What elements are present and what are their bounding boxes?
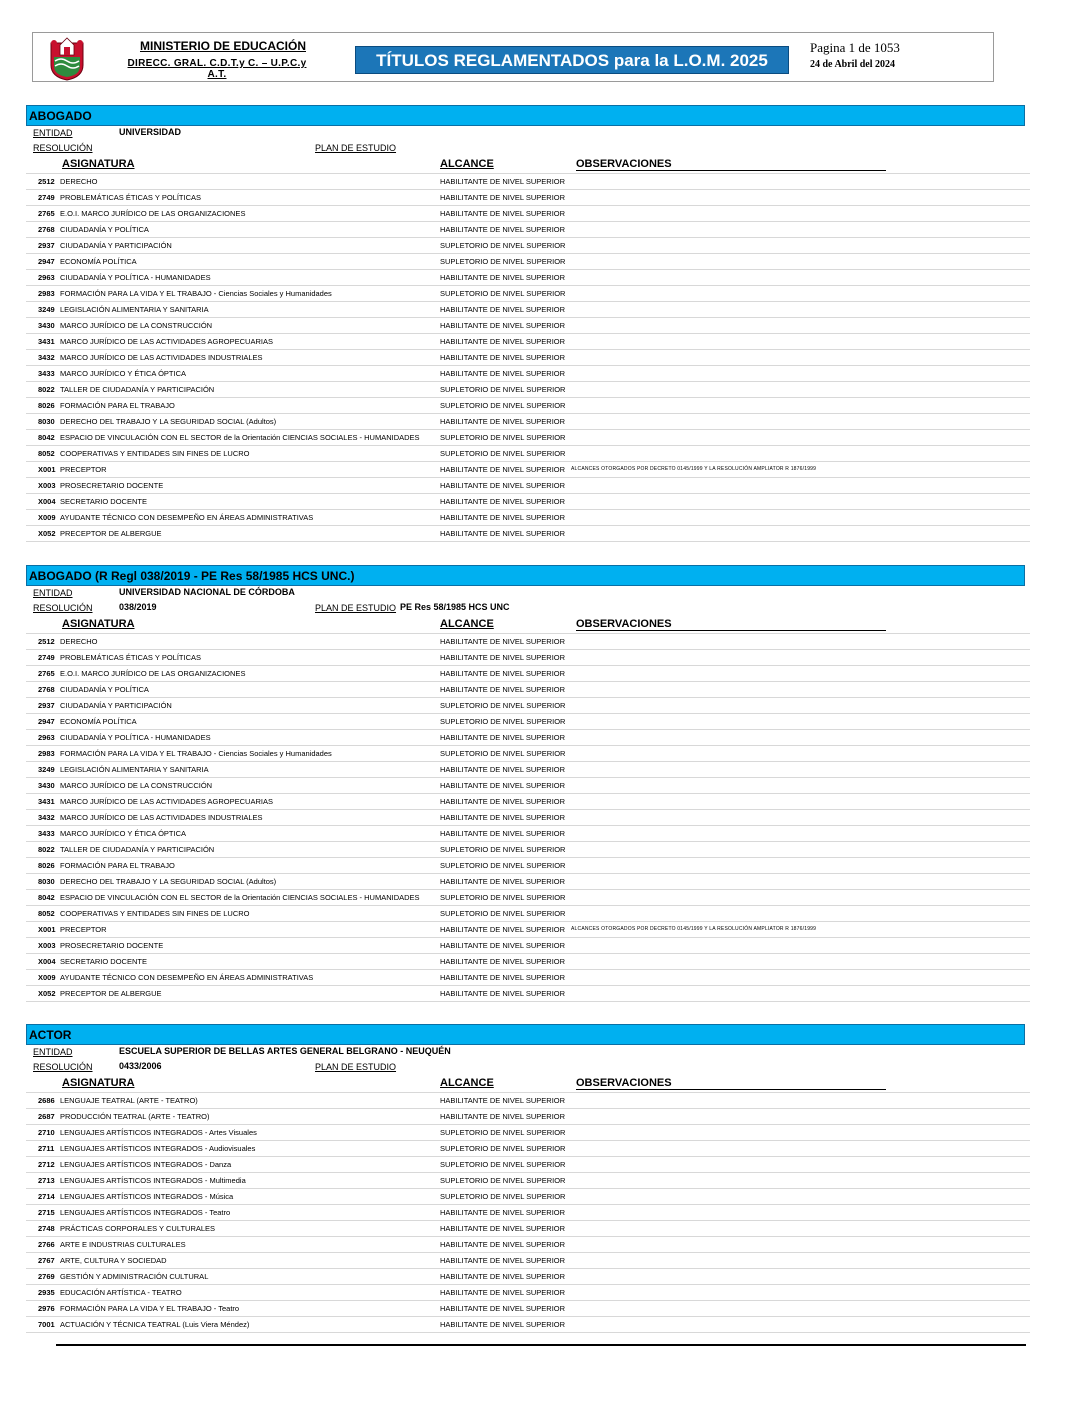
- subject-code: 8052: [38, 449, 55, 458]
- column-header-observaciones: OBSERVACIONES: [576, 158, 886, 171]
- subject-alcance: HABILITANTE DE NIVEL SUPERIOR: [440, 797, 566, 806]
- study-plan-label: PLAN DE ESTUDIO: [315, 603, 397, 613]
- subject-alcance: HABILITANTE DE NIVEL SUPERIOR: [440, 529, 566, 538]
- subject-alcance: HABILITANTE DE NIVEL SUPERIOR: [440, 925, 566, 934]
- subject-alcance: SUPLETORIO DE NIVEL SUPERIOR: [440, 861, 566, 870]
- subject-row: [26, 650, 1030, 666]
- subject-alcance: SUPLETORIO DE NIVEL SUPERIOR: [440, 385, 566, 394]
- subject-code: 3430: [38, 321, 55, 330]
- subject-name: MARCO JURÍDICO DE LA CONSTRUCCIÓN: [60, 321, 213, 330]
- entity-label: ENTIDAD: [33, 588, 73, 598]
- subject-code: 2983: [38, 749, 55, 758]
- subject-name: LENGUAJES ARTÍSTICOS INTEGRADOS - Música: [60, 1192, 234, 1201]
- subject-alcance: HABILITANTE DE NIVEL SUPERIOR: [440, 465, 566, 474]
- entity-value: UNIVERSIDAD NACIONAL DE CÓRDOBA: [119, 587, 295, 597]
- subject-row: [26, 478, 1030, 494]
- subject-name: MARCO JURÍDICO DE LAS ACTIVIDADES INDUSTRIALES: [60, 353, 263, 362]
- subject-alcance: SUPLETORIO DE NIVEL SUPERIOR: [440, 257, 566, 266]
- subject-alcance: SUPLETORIO DE NIVEL SUPERIOR: [440, 1160, 566, 1169]
- subject-name: AYUDANTE TÉCNICO CON DESEMPEÑO EN ÁREAS ADMINISTRATIVAS: [60, 973, 314, 982]
- subject-alcance: HABILITANTE DE NIVEL SUPERIOR: [440, 733, 566, 742]
- subject-code: 3432: [38, 353, 55, 362]
- subject-code: 8042: [38, 433, 55, 442]
- subject-name: PRECEPTOR DE ALBERGUE: [60, 529, 162, 538]
- subject-code: 8030: [38, 417, 55, 426]
- subject-alcance: HABILITANTE DE NIVEL SUPERIOR: [440, 1256, 566, 1265]
- resolution-row: [26, 601, 1030, 616]
- subject-row: [26, 1189, 1030, 1205]
- subject-code: X004: [38, 957, 56, 966]
- subject-alcance: HABILITANTE DE NIVEL SUPERIOR: [440, 813, 566, 822]
- subject-name: ECONOMÍA POLÍTICA: [60, 717, 137, 726]
- subject-code: 3249: [38, 765, 55, 774]
- subject-code: 3433: [38, 829, 55, 838]
- study-plan-label: PLAN DE ESTUDIO: [315, 1062, 397, 1072]
- subject-row: [26, 430, 1030, 446]
- resolution-value: 0433/2006: [119, 1061, 162, 1071]
- subject-alcance: HABILITANTE DE NIVEL SUPERIOR: [440, 321, 566, 330]
- subject-code: 8022: [38, 845, 55, 854]
- subject-row: [26, 222, 1030, 238]
- subject-row: [26, 698, 1030, 714]
- subject-row: [26, 1237, 1030, 1253]
- subject-row: [26, 746, 1030, 762]
- document-header: [32, 32, 994, 82]
- subject-name: FORMACIÓN PARA EL TRABAJO: [60, 401, 175, 410]
- subject-code: 2768: [38, 685, 55, 694]
- subject-row: [26, 874, 1030, 890]
- subject-name: PRÁCTICAS CORPORALES Y CULTURALES: [60, 1224, 216, 1233]
- subject-code: 2765: [38, 669, 55, 678]
- subject-alcance: HABILITANTE DE NIVEL SUPERIOR: [440, 1240, 566, 1249]
- subject-name: MARCO JURÍDICO DE LAS ACTIVIDADES AGROPECUARIAS: [60, 797, 273, 806]
- subject-code: 8026: [38, 401, 55, 410]
- directorate-name: DIRECC. GRAL. C.D.T.y C. – U.P.C.y A.T.: [127, 58, 307, 80]
- section-title: ACTOR: [26, 1024, 1025, 1045]
- subject-name: COOPERATIVAS Y ENTIDADES SIN FINES DE LUCRO: [60, 449, 250, 458]
- subject-list: [26, 633, 1030, 1002]
- subject-list: [26, 173, 1030, 542]
- subject-name: DERECHO: [60, 637, 98, 646]
- title-section: [26, 1024, 1030, 1333]
- subject-row: [26, 510, 1030, 526]
- subject-name: CIUDADANÍA Y PARTICIPACIÓN: [60, 701, 172, 710]
- subject-alcance: HABILITANTE DE NIVEL SUPERIOR: [440, 193, 566, 202]
- column-header-asignatura: ASIGNATURA: [62, 618, 135, 630]
- subject-code: 3430: [38, 781, 55, 790]
- subject-name: LENGUAJES ARTÍSTICOS INTEGRADOS - Artes Visuales: [60, 1128, 257, 1137]
- subject-alcance: HABILITANTE DE NIVEL SUPERIOR: [440, 637, 566, 646]
- subject-alcance: HABILITANTE DE NIVEL SUPERIOR: [440, 1320, 566, 1329]
- subject-name: EDUCACIÓN ARTÍSTICA - TEATRO: [60, 1288, 182, 1297]
- subject-name: CIUDADANÍA Y PARTICIPACIÓN: [60, 241, 172, 250]
- subject-row: [26, 398, 1030, 414]
- subject-name: LENGUAJES ARTÍSTICOS INTEGRADOS - Multimedia: [60, 1176, 246, 1185]
- subject-alcance: HABILITANTE DE NIVEL SUPERIOR: [440, 369, 566, 378]
- subject-name: FORMACIÓN PARA EL TRABAJO: [60, 861, 175, 870]
- subject-code: 2748: [38, 1224, 55, 1233]
- subject-name: PROSECRETARIO DOCENTE: [60, 481, 164, 490]
- subject-alcance: SUPLETORIO DE NIVEL SUPERIOR: [440, 1144, 566, 1153]
- subject-row: [26, 1317, 1030, 1333]
- subject-row: [26, 922, 1030, 938]
- subject-row: [26, 906, 1030, 922]
- column-headers: [26, 1075, 1030, 1092]
- subject-alcance: SUPLETORIO DE NIVEL SUPERIOR: [440, 845, 566, 854]
- subject-name: ESPACIO DE VINCULACIÓN CON EL SECTOR de la Orientación CIENCIAS SOCIALES - HUMANIDADES: [60, 893, 420, 902]
- subject-alcance: SUPLETORIO DE NIVEL SUPERIOR: [440, 893, 566, 902]
- subject-alcance: HABILITANTE DE NIVEL SUPERIOR: [440, 781, 566, 790]
- subject-code: 2714: [38, 1192, 55, 1201]
- subject-name: DERECHO DEL TRABAJO Y LA SEGURIDAD SOCIAL (Adultos): [60, 417, 277, 426]
- entity-row: [26, 126, 1030, 141]
- subject-row: [26, 174, 1030, 190]
- subject-alcance: HABILITANTE DE NIVEL SUPERIOR: [440, 989, 566, 998]
- subject-code: 3432: [38, 813, 55, 822]
- title-section: [26, 105, 1030, 542]
- subject-row: [26, 842, 1030, 858]
- subject-code: 2976: [38, 1304, 55, 1313]
- entity-label: ENTIDAD: [33, 128, 73, 138]
- subject-name: CIUDADANÍA Y POLÍTICA: [60, 685, 149, 694]
- subject-row: [26, 666, 1030, 682]
- subject-name: MARCO JURÍDICO DE LA CONSTRUCCIÓN: [60, 781, 213, 790]
- section-title: ABOGADO: [26, 105, 1025, 126]
- subject-code: 2963: [38, 273, 55, 282]
- resolution-value: 038/2019: [119, 602, 157, 612]
- subject-row: [26, 1221, 1030, 1237]
- subject-row: [26, 634, 1030, 650]
- subject-alcance: SUPLETORIO DE NIVEL SUPERIOR: [440, 717, 566, 726]
- subject-code: X003: [38, 941, 56, 950]
- subject-row: [26, 762, 1030, 778]
- subject-code: 2769: [38, 1272, 55, 1281]
- section-title: ABOGADO (R Regl 038/2019 - PE Res 58/1985 HCS UNC.): [26, 565, 1025, 586]
- subject-alcance: HABILITANTE DE NIVEL SUPERIOR: [440, 653, 566, 662]
- subject-name: LEGISLACIÓN ALIMENTARIA Y SANITARIA: [60, 305, 209, 314]
- subject-code: 2687: [38, 1112, 55, 1121]
- subject-name: ECONOMÍA POLÍTICA: [60, 257, 137, 266]
- subject-row: [26, 826, 1030, 842]
- subject-alcance: SUPLETORIO DE NIVEL SUPERIOR: [440, 449, 566, 458]
- subject-name: ACTUACIÓN Y TÉCNICA TEATRAL (Luis Viera Méndez): [60, 1320, 250, 1329]
- subject-code: 2712: [38, 1160, 55, 1169]
- subject-alcance: HABILITANTE DE NIVEL SUPERIOR: [440, 1224, 566, 1233]
- subject-row: [26, 1301, 1030, 1317]
- subject-code: 2937: [38, 701, 55, 710]
- subject-row: [26, 190, 1030, 206]
- entity-row: [26, 586, 1030, 601]
- subject-code: 2713: [38, 1176, 55, 1185]
- subject-code: 2767: [38, 1256, 55, 1265]
- subject-name: LENGUAJE TEATRAL (ARTE - TEATRO): [60, 1096, 198, 1105]
- subject-name: MARCO JURÍDICO Y ÉTICA ÓPTICA: [60, 369, 186, 378]
- study-plan-label: PLAN DE ESTUDIO: [315, 143, 397, 153]
- subject-code: 2947: [38, 257, 55, 266]
- subject-code: 2710: [38, 1128, 55, 1137]
- column-header-observaciones: OBSERVACIONES: [576, 1077, 886, 1090]
- column-header-alcance: ALCANCE: [440, 1077, 494, 1089]
- subject-code: 2512: [38, 637, 55, 646]
- subject-name: DERECHO: [60, 177, 98, 186]
- subject-row: [26, 1157, 1030, 1173]
- subject-name: E.O.I. MARCO JURÍDICO DE LAS ORGANIZACIONES: [60, 209, 246, 218]
- subject-code: 3431: [38, 797, 55, 806]
- ministry-name: MINISTERIO DE EDUCACIÓN: [139, 39, 306, 53]
- subject-alcance: HABILITANTE DE NIVEL SUPERIOR: [440, 1272, 566, 1281]
- subject-alcance: HABILITANTE DE NIVEL SUPERIOR: [440, 417, 566, 426]
- subject-row: [26, 446, 1030, 462]
- subject-code: X001: [38, 465, 56, 474]
- subject-alcance: HABILITANTE DE NIVEL SUPERIOR: [440, 1112, 566, 1121]
- subject-alcance: HABILITANTE DE NIVEL SUPERIOR: [440, 669, 566, 678]
- subject-row: [26, 954, 1030, 970]
- subject-name: PROBLEMÁTICAS ÉTICAS Y POLÍTICAS: [60, 653, 202, 662]
- subject-row: [26, 1141, 1030, 1157]
- subject-alcance: SUPLETORIO DE NIVEL SUPERIOR: [440, 241, 566, 250]
- subject-name: TALLER DE CIUDADANÍA Y PARTICIPACIÓN: [60, 385, 215, 394]
- page-bottom-rule: [56, 1344, 1026, 1346]
- subject-row: [26, 350, 1030, 366]
- subject-observation: ALCANCES OTORGADOS POR DECRETO 0145/1999 Y LA RESOLUCIÓN AMPLIATOR R 1876/1999: [571, 926, 817, 932]
- subject-alcance: SUPLETORIO DE NIVEL SUPERIOR: [440, 1192, 566, 1201]
- subject-row: [26, 938, 1030, 954]
- subject-row: [26, 1285, 1030, 1301]
- study-plan-value: PE Res 58/1985 HCS UNC: [400, 602, 510, 612]
- entity-row: [26, 1045, 1030, 1060]
- subject-row: [26, 206, 1030, 222]
- subject-name: LENGUAJES ARTÍSTICOS INTEGRADOS - Audiovisuales: [60, 1144, 256, 1153]
- document-title-banner: TÍTULOS REGLAMENTADOS para la L.O.M. 2025: [355, 46, 789, 74]
- column-header-observaciones: OBSERVACIONES: [576, 618, 886, 631]
- subject-row: [26, 366, 1030, 382]
- subject-row: [26, 1093, 1030, 1109]
- resolution-row: [26, 1060, 1030, 1075]
- subject-code: 8026: [38, 861, 55, 870]
- subject-row: [26, 682, 1030, 698]
- subject-name: PROSECRETARIO DOCENTE: [60, 941, 164, 950]
- subject-name: LENGUAJES ARTÍSTICOS INTEGRADOS - Teatro: [60, 1208, 231, 1217]
- subject-alcance: HABILITANTE DE NIVEL SUPERIOR: [440, 497, 566, 506]
- subject-row: [26, 302, 1030, 318]
- resolution-label: RESOLUCIÓN: [33, 143, 93, 153]
- subject-alcance: SUPLETORIO DE NIVEL SUPERIOR: [440, 433, 566, 442]
- subject-name: AYUDANTE TÉCNICO CON DESEMPEÑO EN ÁREAS ADMINISTRATIVAS: [60, 513, 314, 522]
- subject-name: MARCO JURÍDICO DE LAS ACTIVIDADES INDUSTRIALES: [60, 813, 263, 822]
- subject-alcance: HABILITANTE DE NIVEL SUPERIOR: [440, 353, 566, 362]
- subject-row: [26, 494, 1030, 510]
- page-number: Pagina 1 de 1053: [810, 40, 900, 55]
- subject-alcance: HABILITANTE DE NIVEL SUPERIOR: [440, 957, 566, 966]
- subject-row: [26, 462, 1030, 478]
- subject-name: CIUDADANÍA Y POLÍTICA - HUMANIDADES: [60, 273, 211, 282]
- subject-code: 8022: [38, 385, 55, 394]
- subject-name: SECRETARIO DOCENTE: [60, 957, 147, 966]
- subject-code: 2937: [38, 241, 55, 250]
- subject-alcance: SUPLETORIO DE NIVEL SUPERIOR: [440, 909, 566, 918]
- subject-name: GESTIÓN Y ADMINISTRACIÓN CULTURAL: [60, 1272, 209, 1281]
- subject-list: [26, 1092, 1030, 1333]
- subject-code: X004: [38, 497, 56, 506]
- subject-row: [26, 1253, 1030, 1269]
- subject-alcance: HABILITANTE DE NIVEL SUPERIOR: [440, 177, 566, 186]
- subject-name: DERECHO DEL TRABAJO Y LA SEGURIDAD SOCIAL (Adultos): [60, 877, 277, 886]
- entity-label: ENTIDAD: [33, 1047, 73, 1057]
- subject-row: [26, 414, 1030, 430]
- subject-code: 7001: [38, 1320, 55, 1329]
- subject-name: PROBLEMÁTICAS ÉTICAS Y POLÍTICAS: [60, 193, 202, 202]
- subject-name: PRODUCCIÓN TEATRAL (ARTE - TEATRO): [60, 1112, 210, 1121]
- subject-row: [26, 1109, 1030, 1125]
- subject-alcance: SUPLETORIO DE NIVEL SUPERIOR: [440, 401, 566, 410]
- subject-name: TALLER DE CIUDADANÍA Y PARTICIPACIÓN: [60, 845, 215, 854]
- subject-observation: ALCANCES OTORGADOS POR DECRETO 0145/1999 Y LA RESOLUCIÓN AMPLIATOR R 1876/1999: [571, 466, 817, 472]
- subject-row: [26, 1269, 1030, 1285]
- subject-row: [26, 526, 1030, 542]
- column-header-asignatura: ASIGNATURA: [62, 158, 135, 170]
- subject-alcance: SUPLETORIO DE NIVEL SUPERIOR: [440, 749, 566, 758]
- subject-row: [26, 382, 1030, 398]
- subject-row: [26, 270, 1030, 286]
- subject-name: FORMACIÓN PARA LA VIDA Y EL TRABAJO - Ciencias Sociales y Humanidades: [60, 749, 332, 758]
- subject-code: 2711: [38, 1144, 55, 1153]
- resolution-label: RESOLUCIÓN: [33, 1062, 93, 1072]
- subject-row: [26, 810, 1030, 826]
- subject-code: 2935: [38, 1288, 55, 1297]
- subject-name: FORMACIÓN PARA LA VIDA Y EL TRABAJO - Ciencias Sociales y Humanidades: [60, 289, 332, 298]
- subject-code: 2512: [38, 177, 55, 186]
- column-headers: [26, 156, 1030, 173]
- subject-name: MARCO JURÍDICO DE LAS ACTIVIDADES AGROPECUARIAS: [60, 337, 273, 346]
- subject-code: X052: [38, 989, 56, 998]
- column-headers: [26, 616, 1030, 633]
- subject-alcance: HABILITANTE DE NIVEL SUPERIOR: [440, 337, 566, 346]
- subject-code: 8042: [38, 893, 55, 902]
- subject-alcance: SUPLETORIO DE NIVEL SUPERIOR: [440, 701, 566, 710]
- subject-name: PRECEPTOR: [60, 925, 107, 934]
- column-header-alcance: ALCANCE: [440, 158, 494, 170]
- subject-code: 2766: [38, 1240, 55, 1249]
- subject-alcance: HABILITANTE DE NIVEL SUPERIOR: [440, 513, 566, 522]
- subject-name: LENGUAJES ARTÍSTICOS INTEGRADOS - Danza: [60, 1160, 232, 1169]
- subject-name: CIUDADANÍA Y POLÍTICA: [60, 225, 149, 234]
- subject-code: 2768: [38, 225, 55, 234]
- subject-alcance: HABILITANTE DE NIVEL SUPERIOR: [440, 877, 566, 886]
- subject-code: 2715: [38, 1208, 55, 1217]
- subject-row: [26, 778, 1030, 794]
- subject-code: 2765: [38, 209, 55, 218]
- subject-row: [26, 1125, 1030, 1141]
- subject-code: 2749: [38, 193, 55, 202]
- subject-code: 8030: [38, 877, 55, 886]
- subject-alcance: HABILITANTE DE NIVEL SUPERIOR: [440, 209, 566, 218]
- subject-alcance: HABILITANTE DE NIVEL SUPERIOR: [440, 765, 566, 774]
- subject-row: [26, 1205, 1030, 1221]
- subject-code: 8052: [38, 909, 55, 918]
- resolution-row: [26, 141, 1030, 156]
- subject-code: X001: [38, 925, 56, 934]
- subject-row: [26, 890, 1030, 906]
- subject-name: ARTE E INDUSTRIAS CULTURALES: [60, 1240, 186, 1249]
- subject-row: [26, 714, 1030, 730]
- subject-row: [26, 794, 1030, 810]
- subject-alcance: SUPLETORIO DE NIVEL SUPERIOR: [440, 1176, 566, 1185]
- subject-name: ARTE, CULTURA Y SOCIEDAD: [60, 1256, 167, 1265]
- subject-alcance: HABILITANTE DE NIVEL SUPERIOR: [440, 941, 566, 950]
- print-date: 24 de Abril del 2024: [810, 59, 896, 70]
- subject-alcance: HABILITANTE DE NIVEL SUPERIOR: [440, 685, 566, 694]
- subject-alcance: HABILITANTE DE NIVEL SUPERIOR: [440, 1208, 566, 1217]
- subject-code: X009: [38, 973, 56, 982]
- entity-value: ESCUELA SUPERIOR DE BELLAS ARTES GENERAL BELGRANO - NEUQUÉN: [119, 1046, 451, 1056]
- subject-name: MARCO JURÍDICO Y ÉTICA ÓPTICA: [60, 829, 186, 838]
- provincial-coat-of-arms-icon: [47, 35, 87, 81]
- subject-alcance: HABILITANTE DE NIVEL SUPERIOR: [440, 225, 566, 234]
- subject-code: 2963: [38, 733, 55, 742]
- column-header-asignatura: ASIGNATURA: [62, 1077, 135, 1089]
- subject-row: [26, 286, 1030, 302]
- subject-row: [26, 730, 1030, 746]
- subject-code: 3433: [38, 369, 55, 378]
- subject-name: PRECEPTOR DE ALBERGUE: [60, 989, 162, 998]
- subject-code: X009: [38, 513, 56, 522]
- subject-code: 2686: [38, 1096, 55, 1105]
- subject-row: [26, 318, 1030, 334]
- subject-name: FORMACIÓN PARA LA VIDA Y EL TRABAJO - Teatro: [60, 1304, 240, 1313]
- subject-name: CIUDADANÍA Y POLÍTICA - HUMANIDADES: [60, 733, 211, 742]
- subject-alcance: HABILITANTE DE NIVEL SUPERIOR: [440, 481, 566, 490]
- subject-code: 2947: [38, 717, 55, 726]
- subject-alcance: HABILITANTE DE NIVEL SUPERIOR: [440, 273, 566, 282]
- subject-code: X003: [38, 481, 56, 490]
- title-section: [26, 565, 1030, 1002]
- subject-code: 2983: [38, 289, 55, 298]
- subject-row: [26, 254, 1030, 270]
- subject-alcance: SUPLETORIO DE NIVEL SUPERIOR: [440, 1128, 566, 1137]
- subject-code: 3249: [38, 305, 55, 314]
- subject-name: PRECEPTOR: [60, 465, 107, 474]
- subject-row: [26, 970, 1030, 986]
- subject-name: SECRETARIO DOCENTE: [60, 497, 147, 506]
- entity-value: UNIVERSIDAD: [119, 127, 182, 137]
- subject-alcance: HABILITANTE DE NIVEL SUPERIOR: [440, 1096, 566, 1105]
- subject-row: [26, 334, 1030, 350]
- subject-name: E.O.I. MARCO JURÍDICO DE LAS ORGANIZACIONES: [60, 669, 246, 678]
- subject-name: LEGISLACIÓN ALIMENTARIA Y SANITARIA: [60, 765, 209, 774]
- resolution-label: RESOLUCIÓN: [33, 603, 93, 613]
- column-header-alcance: ALCANCE: [440, 618, 494, 630]
- subject-code: 2749: [38, 653, 55, 662]
- subject-name: ESPACIO DE VINCULACIÓN CON EL SECTOR de la Orientación CIENCIAS SOCIALES - HUMANIDADES: [60, 433, 420, 442]
- subject-row: [26, 858, 1030, 874]
- subject-code: 3431: [38, 337, 55, 346]
- subject-alcance: HABILITANTE DE NIVEL SUPERIOR: [440, 973, 566, 982]
- subject-row: [26, 986, 1030, 1002]
- subject-alcance: HABILITANTE DE NIVEL SUPERIOR: [440, 305, 566, 314]
- subject-row: [26, 1173, 1030, 1189]
- subject-alcance: HABILITANTE DE NIVEL SUPERIOR: [440, 829, 566, 838]
- subject-name: COOPERATIVAS Y ENTIDADES SIN FINES DE LUCRO: [60, 909, 250, 918]
- subject-code: X052: [38, 529, 56, 538]
- subject-alcance: HABILITANTE DE NIVEL SUPERIOR: [440, 1288, 566, 1297]
- subject-row: [26, 238, 1030, 254]
- subject-alcance: SUPLETORIO DE NIVEL SUPERIOR: [440, 289, 566, 298]
- subject-alcance: HABILITANTE DE NIVEL SUPERIOR: [440, 1304, 566, 1313]
